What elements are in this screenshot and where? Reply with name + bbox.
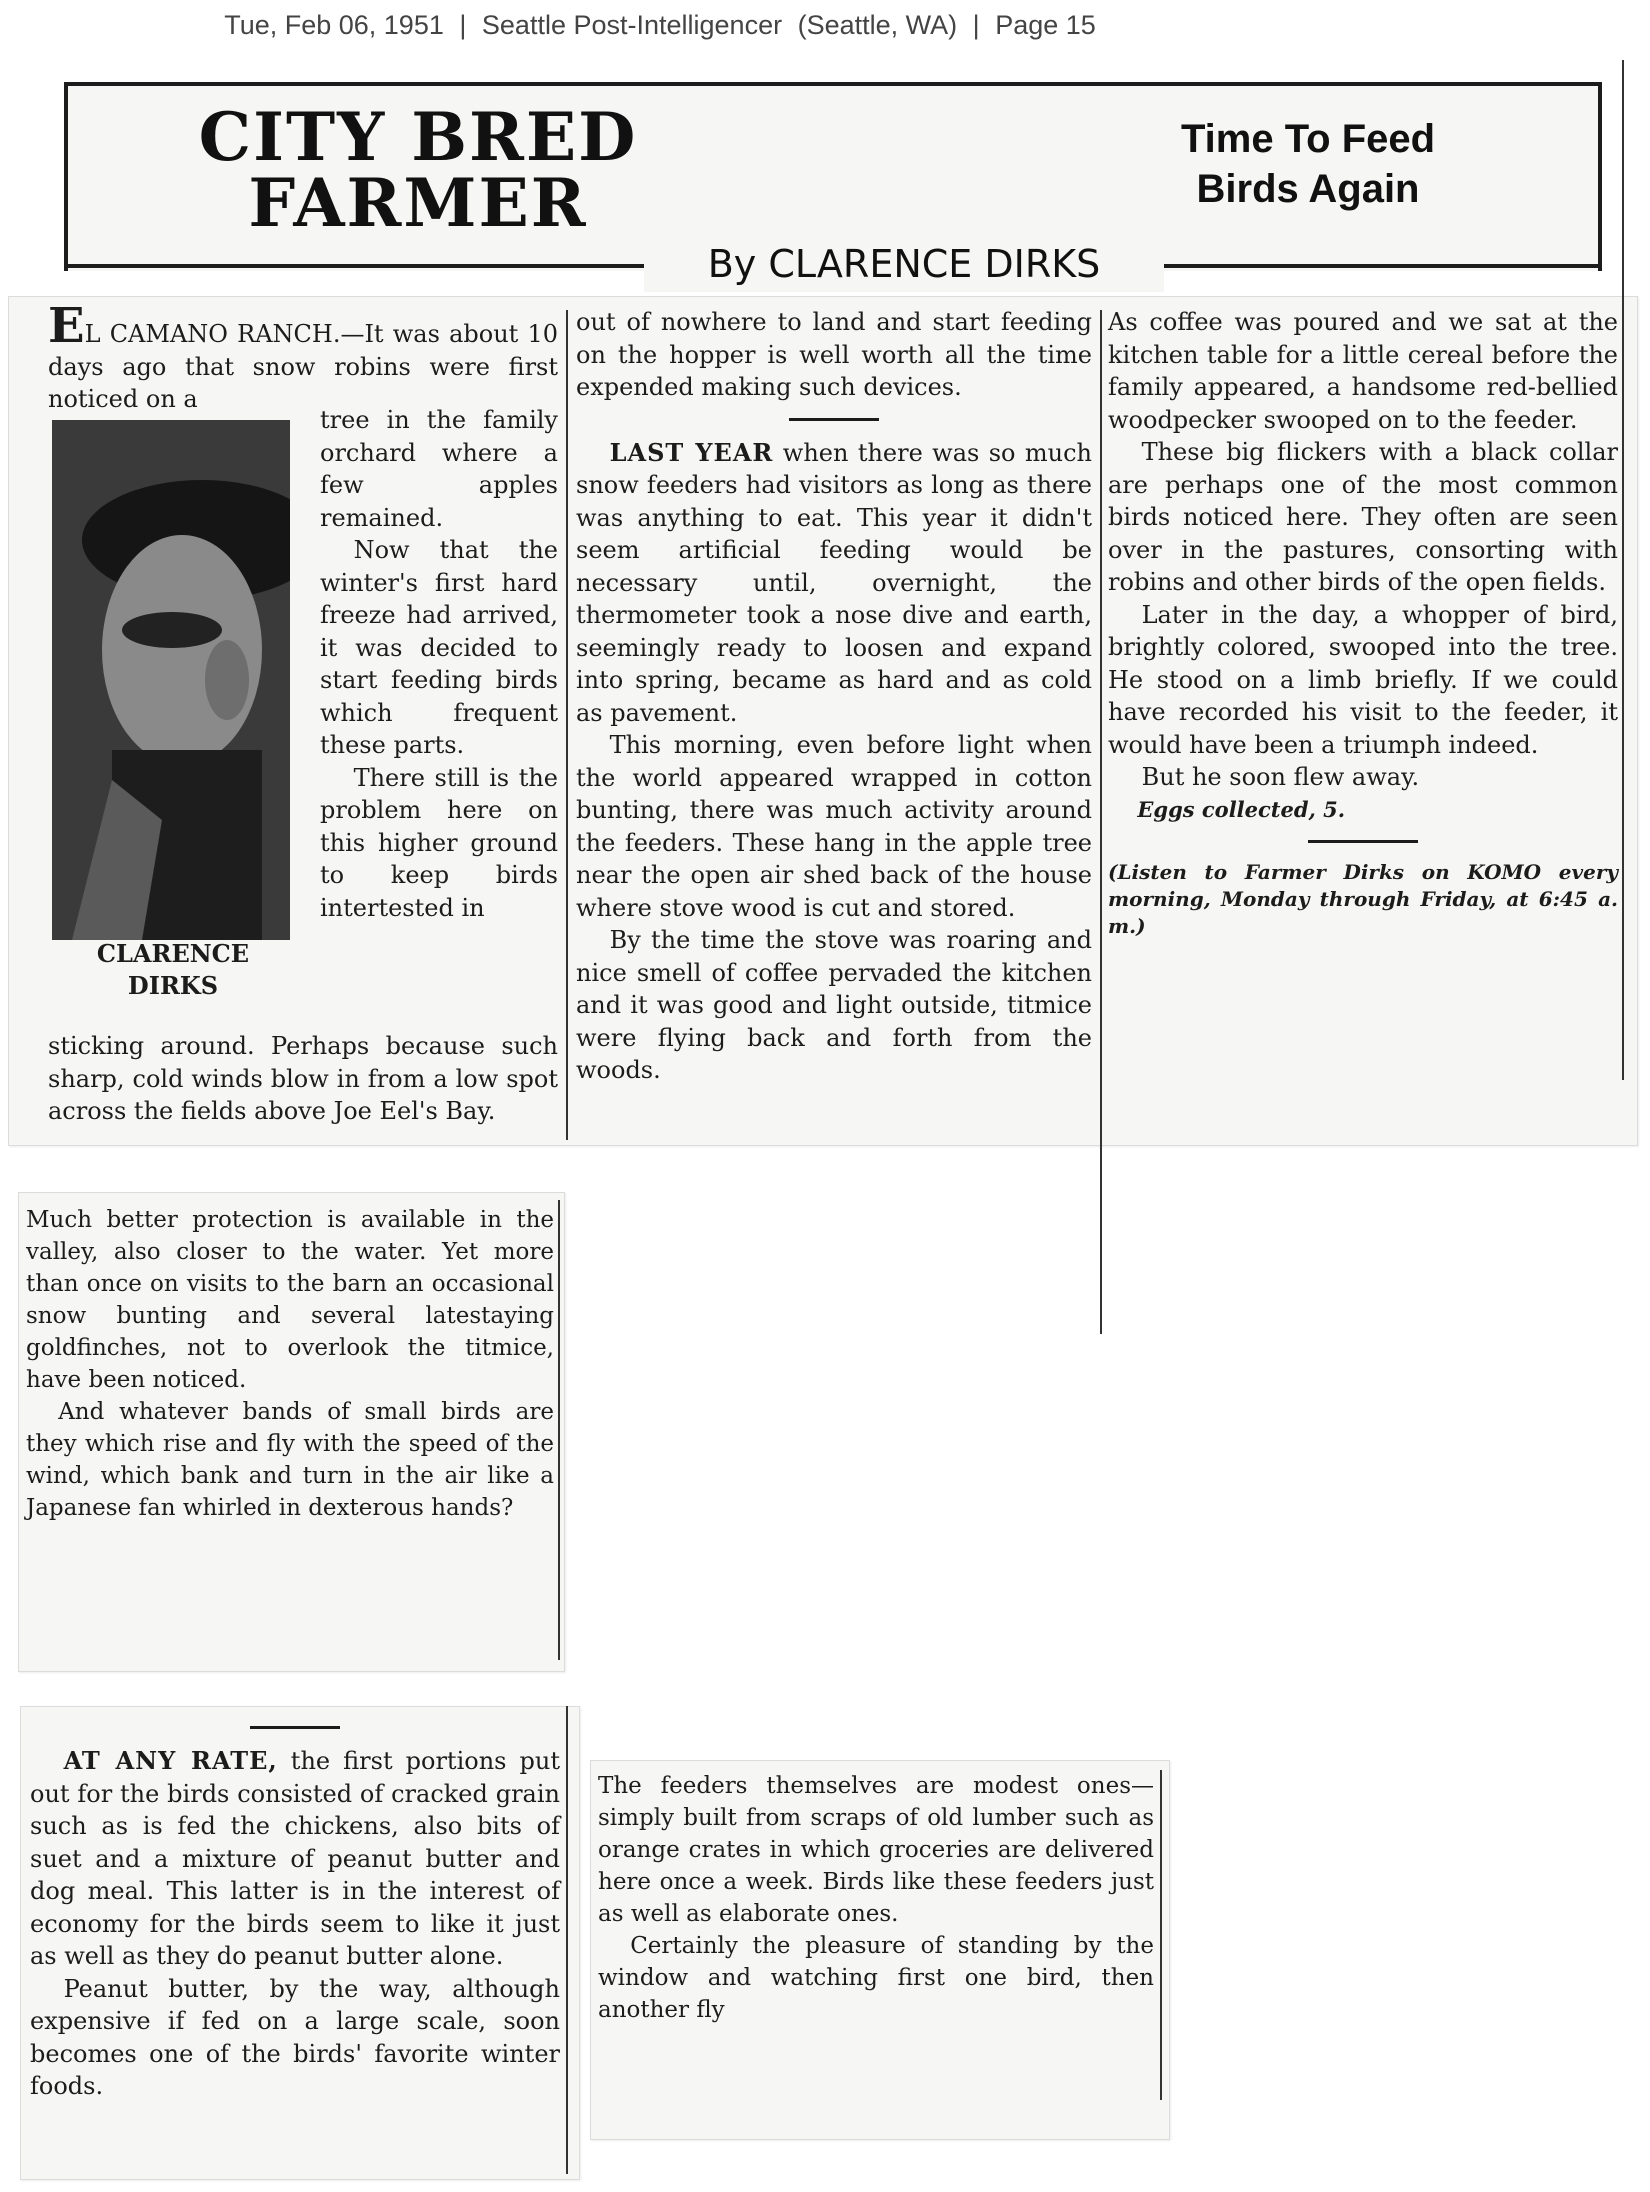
drop-cap: E — [48, 298, 85, 354]
paragraph: Peanut butter, by the way, although expensive if fed on a large scale, soon becomes one of the birds' favorite winter foods. — [30, 1974, 560, 2100]
paragraph: tree in the family orchard where a few apples remained. — [320, 406, 558, 532]
header-separator: | — [972, 10, 980, 40]
column-1-continued — [48, 1030, 558, 1128]
byline-rule-right — [1159, 264, 1602, 268]
eggs-collected: Eggs collected, 5. — [1137, 796, 1346, 822]
paragraph: The feeders themselves are modest ones—simply built from scraps of old lumber such as orange crates in which groceries are delivered here once a week. Birds like these feeders just as well as elaborate ones. — [598, 1773, 1154, 1927]
column-rule — [1100, 310, 1102, 1334]
paragraph: Now that the winter's first hard freeze had arrived, it was decided to start feeding birds which frequent these parts. — [320, 536, 558, 759]
column-rule — [566, 310, 568, 1140]
header-page: Page 15 — [995, 10, 1096, 40]
section-rule — [250, 1726, 340, 1729]
column-2 — [576, 306, 1092, 1087]
title-line-1: CITY BRED — [198, 98, 638, 176]
paragraph-text: L CAMANO RANCH.—It was about 10 days ago that snow robins were first noticed on a — [48, 320, 558, 413]
paragraph: But he soon flew away. — [1141, 763, 1420, 791]
paragraph: As coffee was poured and we sat at the kitchen table for a little cereal before the family appeared, a handsome red-bellied woodpecker swooped on to the feeder. — [1108, 308, 1618, 434]
portrait-image — [52, 420, 290, 940]
paragraph — [576, 437, 1092, 730]
section-rule — [789, 418, 879, 421]
radio-note: (Listen to Farmer Dirks on KOMO every morning, Monday through Friday, at 6:45 a. m.) — [1108, 860, 1618, 938]
page-header — [0, 10, 1320, 41]
paragraph: Much better protection is available in the valley, also closer to the water. Yet more than once on visits to the barn an occasional snow bunting and several latestaying goldfinches, not to overlook the titmice, have been noticed. — [26, 1207, 554, 1393]
section-lead: LAST YEAR — [609, 437, 774, 467]
paragraph: sticking around. Perhaps because such sharp, cold winds blow in from a low spot across the fields above Joe Eel's Bay. — [48, 1032, 558, 1125]
column-rule — [1622, 60, 1624, 1080]
header-date: Tue, Feb 06, 1951 — [224, 10, 444, 40]
byline: By CLARENCE DIRKS — [644, 236, 1164, 292]
column-1-middle — [26, 1204, 554, 1524]
column-rule — [566, 1706, 568, 2174]
column-1-bottom — [30, 1712, 560, 2103]
photo-caption — [48, 938, 298, 1002]
paragraph: Certainly the pleasure of standing by the window and watching first one bird, then another fly — [598, 1933, 1154, 2023]
caption-line-1: CLARENCE — [96, 939, 250, 968]
paragraph-text: the first portions put out for the birds consisted of cracked grain such as is fed the chickens, also bits of suet and a mixture of peanut butter and dog meal. This latter is in the interest of economy for the birds seem to like it just as well as they do peanut butter alone. — [30, 1747, 560, 1970]
paragraph: There still is the problem here on this higher ground to keep birds intertested in — [320, 763, 558, 922]
headline-line-2: Birds Again — [1196, 167, 1420, 211]
paragraph: And whatever bands of small birds are they which rise and fly with the speed of the wind, which bank and turn in the air like a Japanese fan whirled in dexterous hands? — [26, 1399, 554, 1521]
header-place: (Seattle, WA) — [797, 10, 958, 40]
column-1-lead — [48, 298, 558, 416]
column-title — [158, 98, 678, 242]
column-rule — [558, 1200, 560, 1660]
paragraph-text: when there was so much snow feeders had visitors as long as there was anything to eat. This year it didn't seem artificial feeding would be necessary until, overnight, the thermometer took a nose dive and earth, seemingly ready to loosen and expand into spring, became as hard and as cold as pavement. — [576, 438, 1092, 727]
header-paper: Seattle Post-Intelligencer — [481, 10, 783, 40]
column-1-wrap — [320, 404, 558, 924]
headline — [1128, 114, 1488, 214]
section-rule — [1308, 840, 1418, 843]
byline-bar — [64, 236, 1602, 296]
section-lead: AT ANY RATE, — [63, 1746, 278, 1775]
paragraph: These big flickers with a black collar are perhaps one of the most common birds noticed here. They often are seen over in the pastures, consorting with robins and other birds of the open fields. — [1108, 438, 1618, 596]
column-rule — [1160, 1770, 1162, 2100]
byline-rule-left — [64, 264, 649, 268]
paragraph — [30, 1745, 560, 1973]
paragraph: This morning, even before light when the world appeared wrapped in cotton bunting, there was much activity around the feeders. These hang in the apple tree near the open air shed back of the house where stove wood is cut and stored. — [576, 731, 1092, 922]
header-separator: | — [459, 10, 467, 40]
paragraph — [48, 298, 558, 416]
title-line-2: FARMER — [248, 164, 588, 242]
author-photo — [52, 420, 290, 940]
headline-line-1: Time To Feed — [1180, 117, 1436, 161]
column-3 — [1108, 306, 1618, 940]
column-2-bottom — [598, 1770, 1154, 2026]
paragraph: out of nowhere to land and start feeding on the hopper is well worth all the time expended making such devices. — [576, 308, 1092, 401]
caption-line-2: DIRKS — [127, 971, 219, 1000]
paragraph: Later in the day, a whopper of bird, brightly colored, swooped into the tree. He stood on a limb briefly. If we could have recorded his visit to the feeder, it would have been a triumph indeed. — [1108, 600, 1618, 759]
paragraph: By the time the stove was roaring and nice smell of coffee pervaded the kitchen and it was good and light outside, titmice were flying back and forth from the woods. — [576, 926, 1092, 1084]
